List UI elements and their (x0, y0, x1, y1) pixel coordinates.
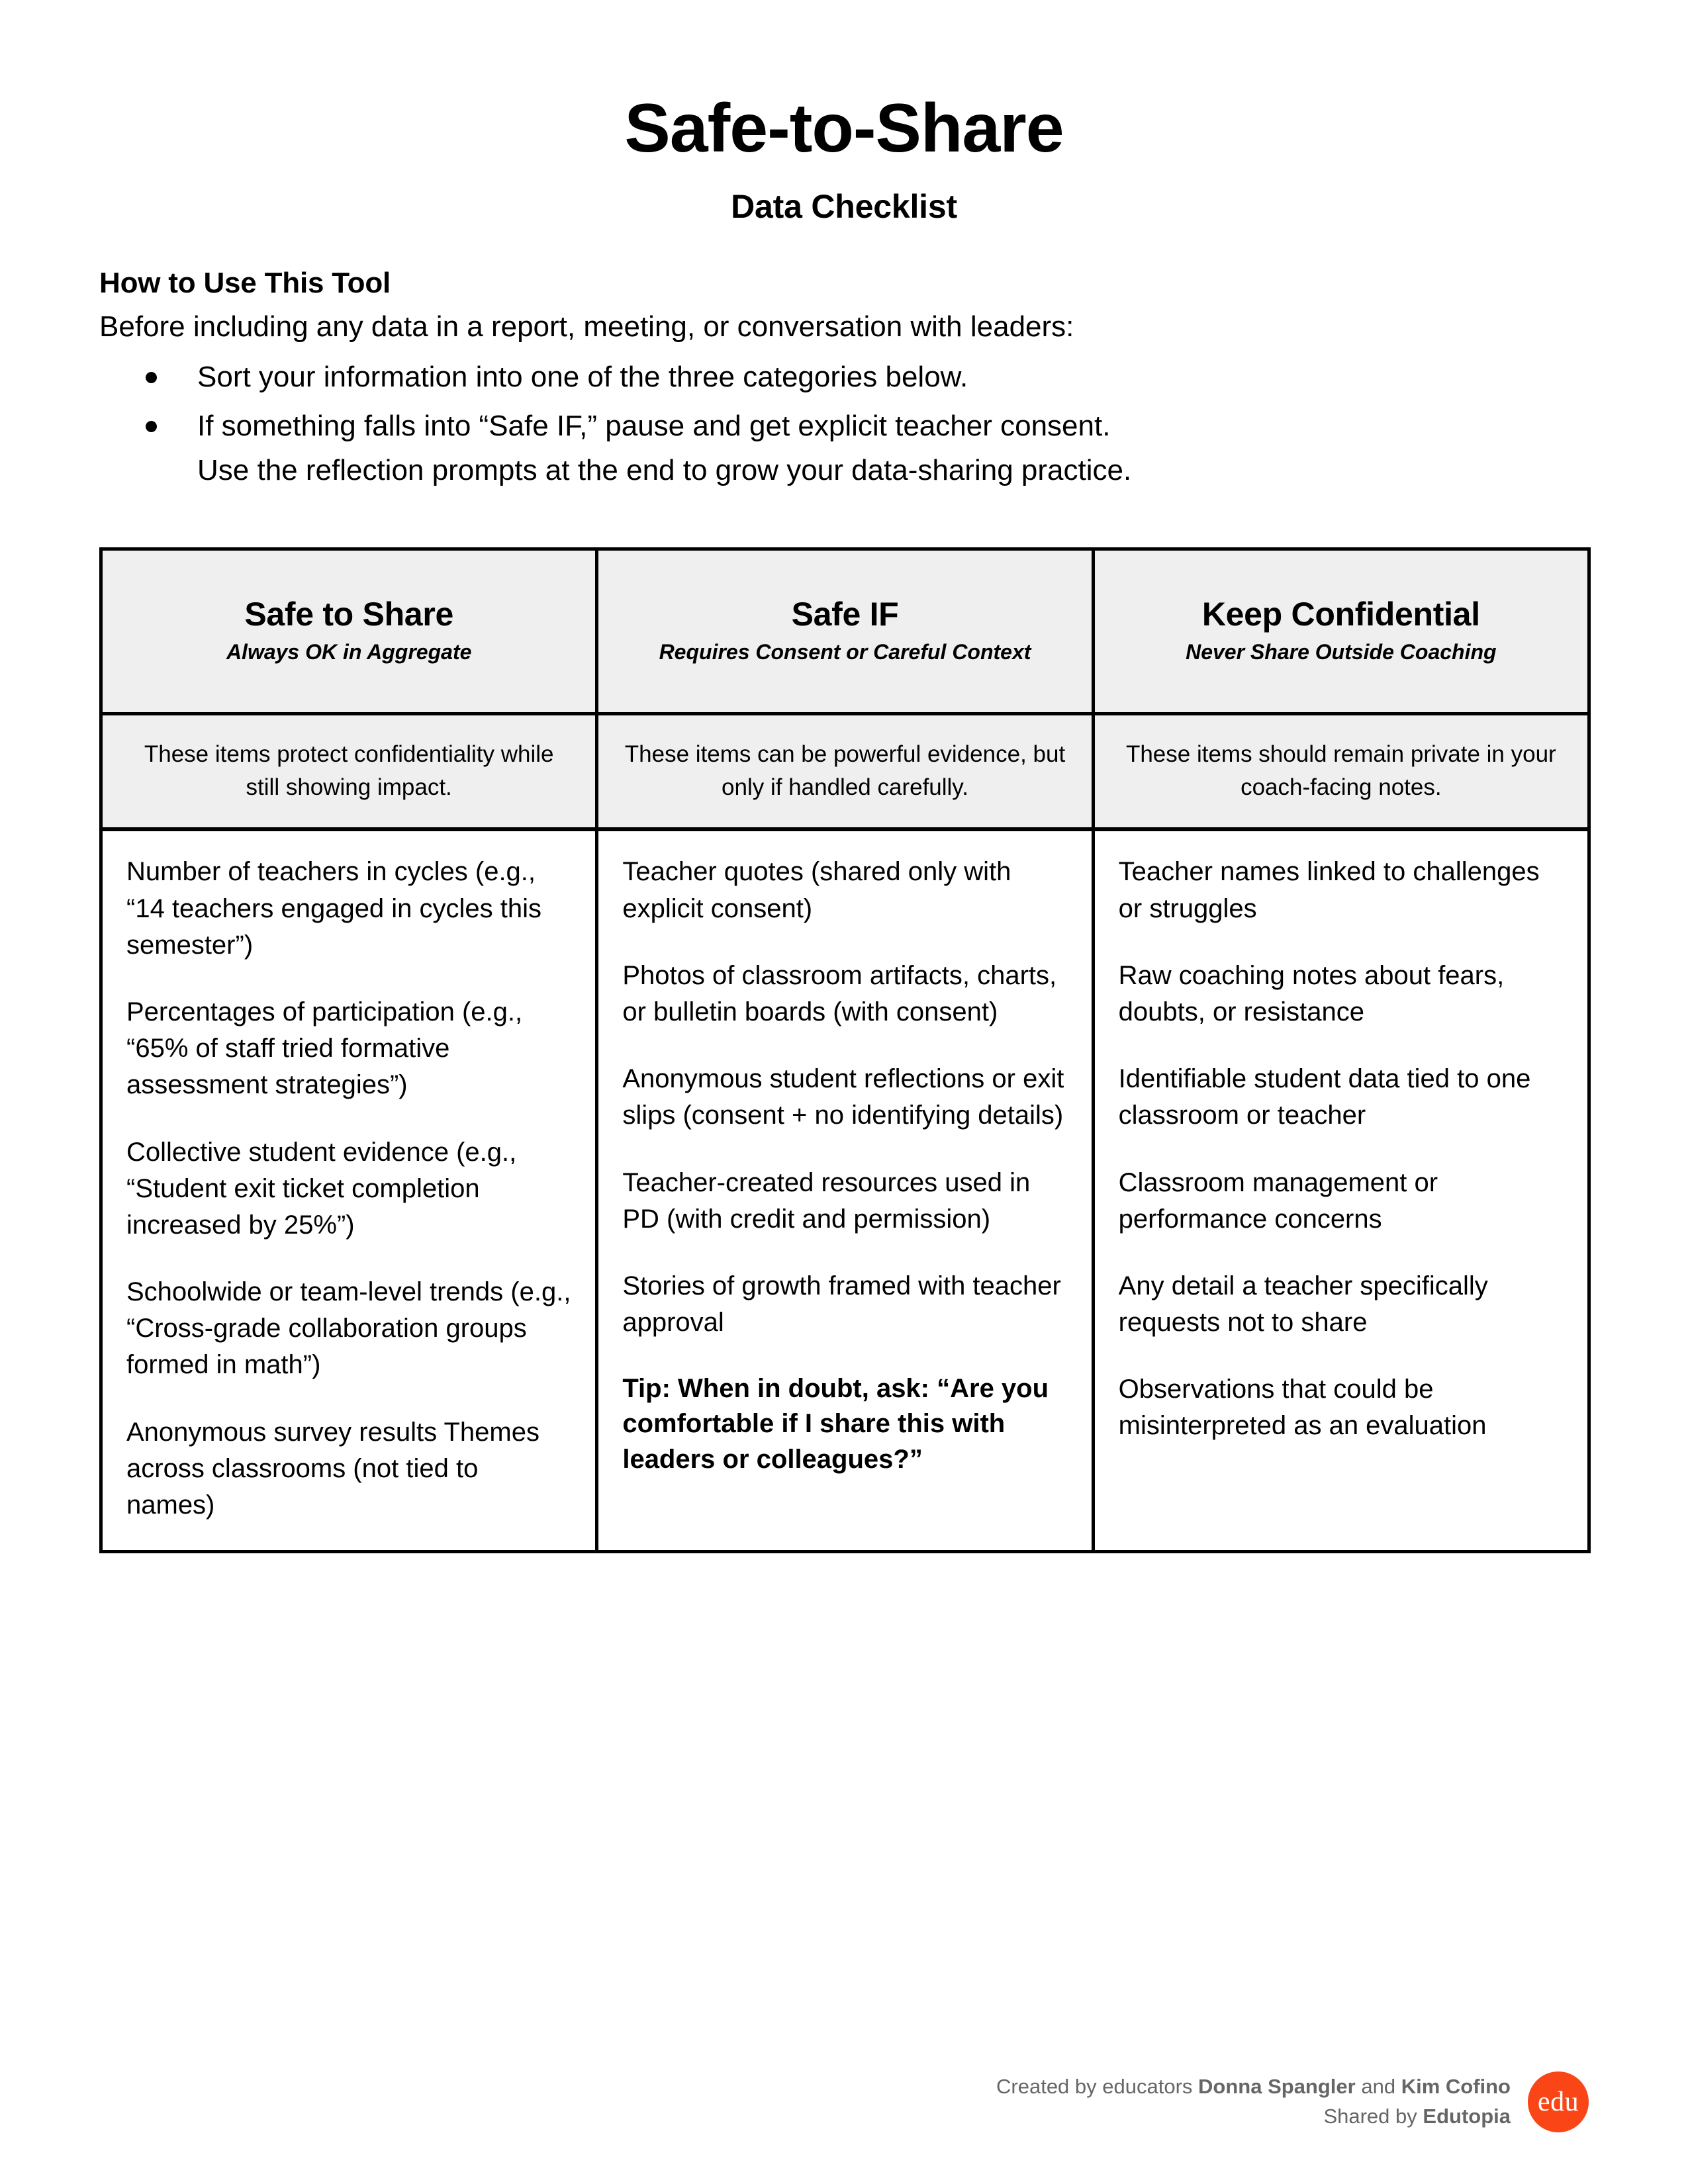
checklist-tip: Tip: When in doubt, ask: “Are you comfortable if I share this with leaders or colleagues?” (622, 1374, 1049, 1474)
intro-bullet-list (99, 356, 1688, 492)
column-header-safe-if (597, 549, 1093, 714)
checklist-item: Anonymous student reflections or exit slips (consent + no identifying details) (622, 1064, 1064, 1130)
list-item-label: Sort your information into one of the three categories below. (197, 360, 968, 393)
table-body-row (101, 829, 1589, 1551)
checklist-item: Teacher names linked to challenges or struggles (1118, 857, 1540, 923)
checklist-table-wrapper (99, 547, 1591, 1553)
list-item (99, 356, 1688, 398)
checklist-item: Anonymous survey results Themes across classrooms (not tied to names) (126, 1417, 539, 1520)
column-subtitle: Requires Consent or Careful Context (659, 639, 1031, 664)
footer-shared-by: Edutopia (1423, 2105, 1511, 2128)
checklist-item: Teacher quotes (shared only with explicit consent) (622, 857, 1011, 923)
column-title: Safe to Share (244, 595, 453, 633)
column-header-keep-confidential (1093, 549, 1589, 714)
table-description-row (101, 714, 1589, 830)
column-description: These items can be powerful evidence, but only if handled carefully. (624, 741, 1066, 800)
checklist-item: Observations that could be misinterpreted as an evaluation (1118, 1375, 1487, 1441)
column-body-keep-confidential (1093, 829, 1589, 1551)
list-item-label: Use the reflection prompts at the end to grow your data-sharing practice. (197, 454, 1132, 487)
edutopia-logo-icon (1528, 2071, 1589, 2132)
footer-created-join: and (1355, 2075, 1401, 2099)
column-subtitle: Always OK in Aggregate (226, 639, 472, 664)
column-description: These items should remain private in your coach-facing notes. (1125, 741, 1556, 800)
checklist-item: Classroom management or performance concerns (1118, 1167, 1438, 1234)
checklist-item: Stories of growth framed with teacher approval (622, 1271, 1061, 1338)
checklist-item: Identifiable student data tied to one classroom or teacher (1118, 1064, 1531, 1130)
column-title: Keep Confidential (1201, 595, 1480, 633)
column-description-keep-confidential (1093, 714, 1589, 830)
page-subtitle: Data Checklist (731, 188, 957, 226)
bullet-dot-icon (146, 421, 157, 432)
footer-shared-prefix: Shared by (1323, 2105, 1423, 2128)
list-item-label: If something falls into “Safe IF,” pause and get explicit teacher consent. (197, 409, 1111, 442)
page-title: Safe-to-Share (624, 90, 1064, 167)
column-body-safe-to-share (101, 829, 597, 1551)
how-to-use-section (0, 226, 1688, 492)
checklist-item: Any detail a teacher specifically requests not to share (1118, 1271, 1488, 1338)
column-description: These items protect confidentiality while still showing impact. (144, 741, 554, 800)
bullet-dot-icon (146, 372, 157, 383)
checklist-item: Number of teachers in cycles (e.g., “14 teachers engaged in cycles this semester”) (126, 857, 542, 960)
column-description-safe-if (597, 714, 1093, 830)
intro-heading: How to Use This Tool (99, 267, 391, 300)
footer-author-one: Donna Spangler (1198, 2075, 1356, 2099)
column-body-safe-if (597, 829, 1093, 1551)
intro-lead-text: Before including any data in a report, meeting, or conversation with leaders: (99, 310, 1074, 343)
footer-shared-line (996, 2102, 1511, 2132)
footer-attribution (996, 2071, 1589, 2132)
footer-created-prefix: Created by educators (996, 2075, 1199, 2099)
column-description-safe-to-share (101, 714, 597, 830)
checklist-item: Photos of classroom artifacts, charts, or bulletin boards (with consent) (622, 960, 1057, 1026)
table-header-row (101, 549, 1589, 714)
footer-created-line (996, 2072, 1511, 2102)
checklist-item: Raw coaching notes about fears, doubts, or resistance (1118, 960, 1505, 1026)
column-subtitle: Never Share Outside Coaching (1186, 639, 1497, 664)
column-title: Safe IF (791, 595, 899, 633)
list-item (99, 449, 1688, 492)
edutopia-logo-text: edu (1537, 2087, 1579, 2117)
footer-credit-text (996, 2072, 1528, 2132)
safe-to-share-table (99, 547, 1591, 1553)
column-header-safe-to-share (101, 549, 597, 714)
checklist-item: Teacher-created resources used in PD (with credit and permission) (622, 1167, 1031, 1234)
footer-author-two: Kim Cofino (1401, 2075, 1511, 2099)
checklist-item: Schoolwide or team-level trends (e.g., “Cross-grade collaboration groups formed in math”) (126, 1277, 571, 1380)
list-item (99, 405, 1688, 447)
checklist-item: Collective student evidence (e.g., “Student exit ticket completion increased by 25%”) (126, 1137, 517, 1240)
checklist-item: Percentages of participation (e.g., “65% of staff tried formative assessment strategies”) (126, 997, 523, 1100)
